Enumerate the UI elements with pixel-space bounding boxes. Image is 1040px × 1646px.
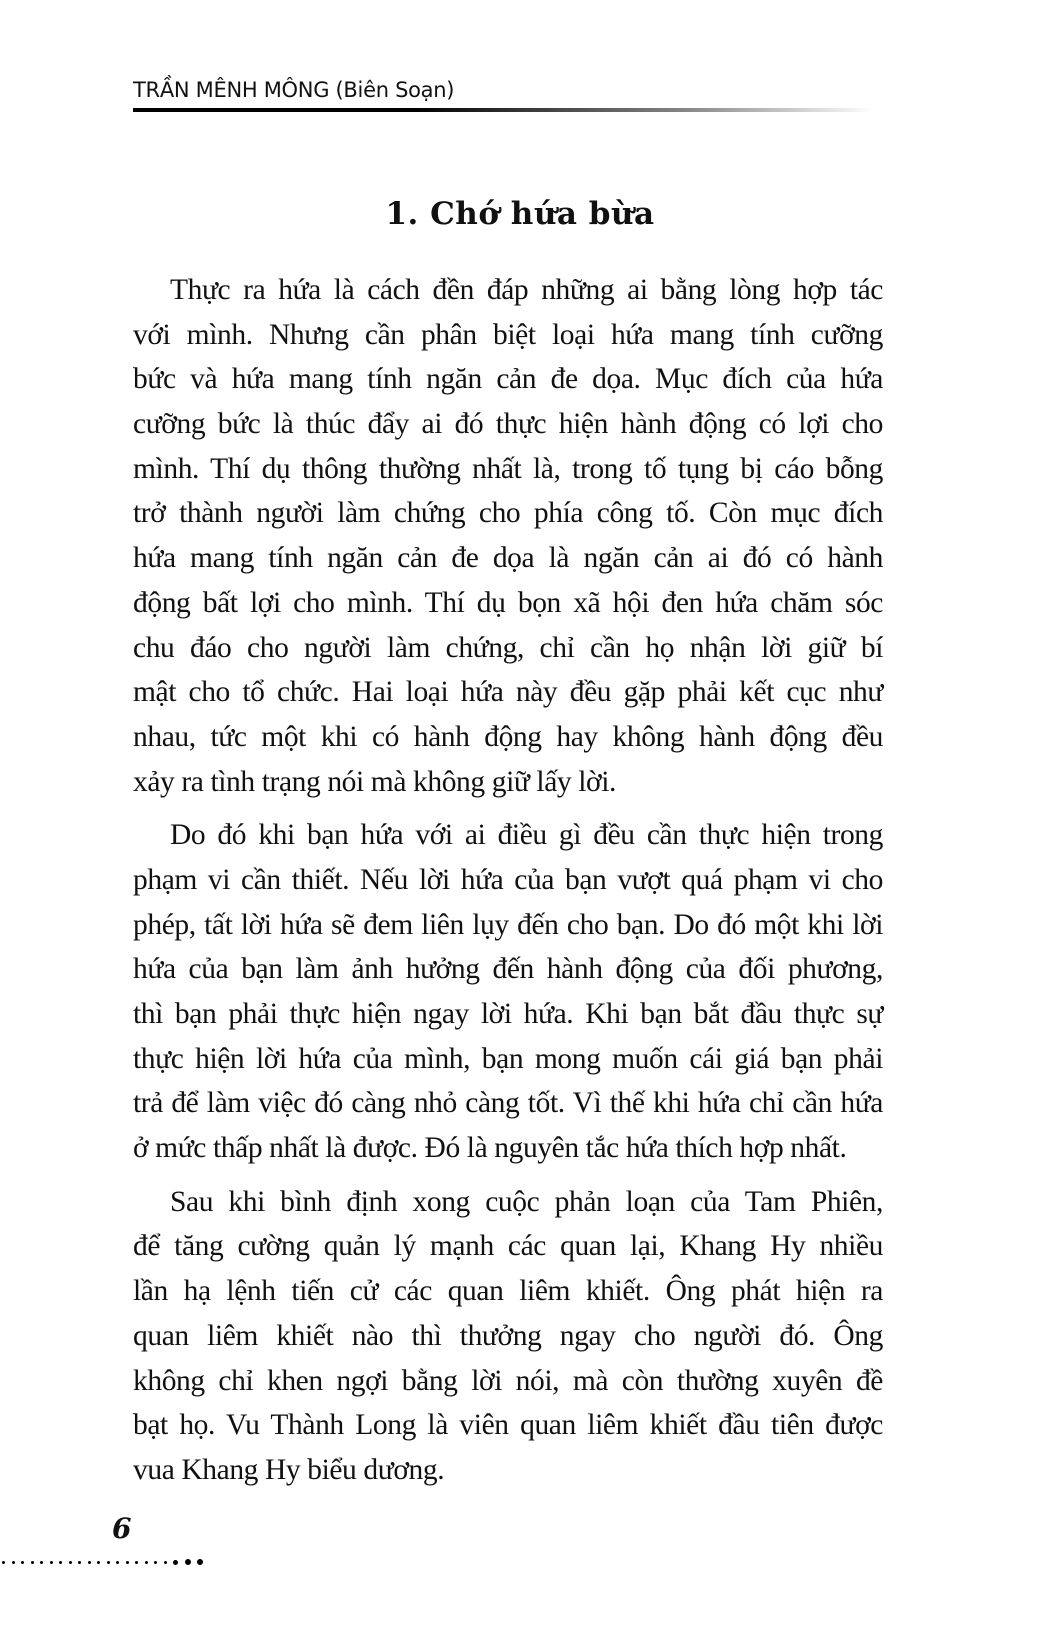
dot — [12, 1561, 15, 1564]
text-line: Thực ra hứa là cách đền đáp những ai bằng lòng hợp tác — [170, 274, 883, 306]
dot — [145, 1561, 148, 1564]
body-text — [133, 268, 883, 1502]
dot — [59, 1561, 62, 1564]
text-line: quan liêm khiết nào thì thưởng ngay cho người đó. Ông — [133, 1319, 883, 1352]
dot — [154, 1561, 157, 1564]
text-line: với mình. Nhưng cần phân biệt loại hứa mang tính cưỡng — [133, 318, 883, 351]
dot — [69, 1561, 72, 1564]
paragraph — [133, 268, 883, 804]
text-line: không chỉ khen ngợi bằng lời nói, mà còn thường xuyên đề — [133, 1364, 883, 1397]
text-line: chu đáo cho người làm chứng, chỉ cần họ nhận lời giữ bí — [133, 631, 883, 664]
dot — [164, 1561, 167, 1564]
text-line: bức và hứa mang tính ngăn cản đe dọa. Mục đích của hứa — [133, 363, 883, 396]
dot — [50, 1561, 53, 1564]
text-line: cưỡng bức là thúc đẩy ai đó thực hiện hành động có lợi cho — [133, 408, 883, 441]
text-line: vua Khang Hy biểu dương. — [133, 1453, 445, 1486]
page-number: 6 — [112, 1512, 132, 1545]
text-line: hứa mang tính ngăn cản đe dọa là ngăn cản ai đó có hành — [133, 542, 883, 575]
dot — [97, 1561, 100, 1564]
text-line: để tăng cường quản lý mạnh các quan lại, Khang Hy nhiều — [133, 1230, 883, 1263]
running-head: TRẦN MÊNH MÔNG (Biên Soạn) — [133, 78, 455, 102]
text-line: lần hạ lệnh tiến cử các quan liêm khiết. Ông phát hiện ra — [133, 1275, 883, 1308]
dot — [21, 1561, 24, 1564]
text-line: hứa của bạn làm ảnh hưởng đến hành động của đối phương, — [133, 953, 883, 986]
text-line: thì bạn phải thực hiện ngay lời hứa. Khi bạn bắt đầu thực sự — [133, 998, 883, 1030]
dot — [31, 1561, 34, 1564]
text-line: trở thành người làm chứng cho phía công tố. Còn mục đích — [133, 497, 883, 530]
header-rule — [133, 108, 873, 112]
dot — [197, 1559, 203, 1565]
dot — [2, 1561, 5, 1564]
chapter-title: 1. Chớ hứa bừa — [385, 196, 655, 232]
dot — [135, 1561, 138, 1564]
dot — [126, 1561, 129, 1564]
text-line: phép, tất lời hứa sẽ đem liên lụy đến cho bạn. Do đó một khi lời — [133, 908, 883, 941]
text-line: Sau khi bình định xong cuộc phản loạn của Tam Phiên, — [170, 1185, 883, 1218]
dot — [116, 1561, 119, 1564]
dot — [88, 1561, 91, 1564]
text-line: trả để làm việc đó càng nhỏ càng tốt. Vì thế khi hứa chỉ cần hứa — [133, 1087, 883, 1120]
footer-dotted-rule — [2, 1559, 203, 1565]
dot — [185, 1559, 191, 1565]
dot — [173, 1560, 178, 1565]
text-line: xảy ra tình trạng nói mà không giữ lấy lời. — [133, 765, 617, 798]
text-line: mật cho tổ chức. Hai loại hứa này đều gặp phải kết cục như — [133, 676, 883, 709]
text-line: nhau, tức một khi có hành động hay không hành động đều — [133, 720, 883, 753]
text-line: bạt họ. Vu Thành Long là viên quan liêm khiết đầu tiên được — [133, 1409, 883, 1442]
text-line: ở mức thấp nhất là được. Đó là nguyên tắc hứa thích hợp nhất. — [133, 1132, 847, 1165]
text-line: phạm vi cần thiết. Nếu lời hứa của bạn vượt quá phạm vi cho — [133, 863, 883, 896]
dot — [40, 1561, 43, 1564]
dot — [107, 1561, 110, 1564]
text-line: mình. Thí dụ thông thường nhất là, trong tố tụng bị cáo bỗng — [133, 452, 883, 485]
paragraph — [133, 1180, 883, 1493]
dot — [78, 1561, 81, 1564]
text-line: động bất lợi cho mình. Thí dụ bọn xã hội đen hứa chăm sóc — [133, 586, 883, 619]
text-line: thực hiện lời hứa của mình, bạn mong muốn cái giá bạn phải — [133, 1042, 883, 1075]
text-line: Do đó khi bạn hứa với ai điều gì đều cần thực hiện trong — [170, 819, 883, 852]
paragraph — [133, 813, 883, 1171]
